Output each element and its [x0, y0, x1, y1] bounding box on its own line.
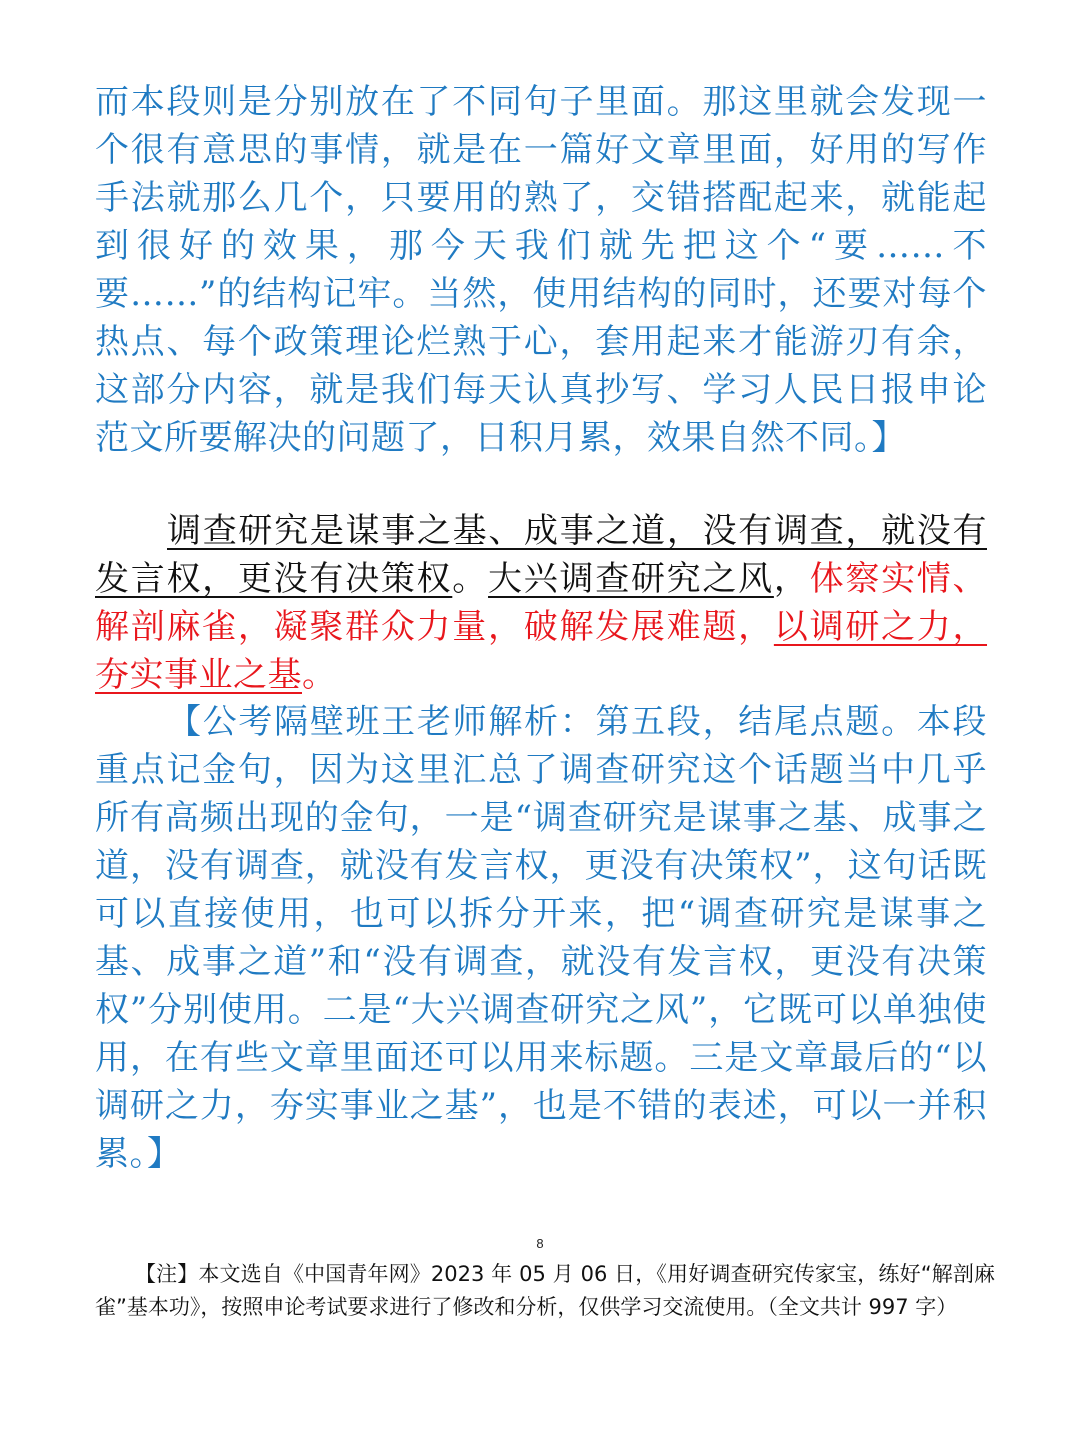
highlighted-phrase-red-underlined: 以调研之力，夯实事业之基 [95, 607, 988, 695]
key-sentence-underlined: 调查研究是谋事之基、成事之道，没有调查，就没有发言权，更没有决策权 [95, 511, 987, 599]
punctuation: ， [773, 559, 810, 599]
article-paragraph-conclusion [95, 507, 987, 699]
analysis-paragraph-teacher: 【公考隔壁班王老师解析：第五段，结尾点题。本段重点记金句，因为这里汇总了调查研究这个话题当中几乎所有高频出现的金句，一是“调查研究是谋事之基、成事之道，没有调查，就没有发言权，更没有决策权”，这句话既可以直接使用，也可以拆分开来，把“调查研究是谋事之基、成事之道”和“没有调查，就没有发言权，更没有决策权”分别使用。二是“大兴调查研究之风”，它既可以单独使用，在有些文章里面还可以用来标题。三是文章最后的“以调研之力，夯实事业之基”，也是不错的表述，可以一并积累。】 [95, 702, 987, 1174]
page-number: 8 [536, 1236, 544, 1251]
punctuation: 。 [452, 559, 489, 599]
key-phrase-underlined: 大兴调查研究之风 [488, 559, 774, 599]
source-footnote: 【注】本文选自《中国青年网》2023 年 05 月 06 日，《用好调查研究传家宝，练好“解剖麻雀”基本功》，按照申论考试要求进行了修改和分析，仅供学习交流使用。（全文共计 997 字） [95, 1262, 995, 1319]
analysis-paragraph-continued: 而本段则是分别放在了不同句子里面。那这里就会发现一个很有意思的事情，就是在一篇好文章里面，好用的写作手法就那么几个，只要用的熟了，交错搭配起来，就能起到很好的效果，那今天我们就先把这个“要……不要……”的结构记牢。当然，使用结构的同时，还要对每个热点、每个政策理论烂熟于心，套用起来才能游刃有余，这部分内容，就是我们每天认真抄写、学习人民日报申论范文所要解决的问题了，日积月累，效果自然不同。】 [95, 82, 987, 458]
punctuation: 。 [302, 655, 337, 695]
highlighted-phrase-red: 体察实情、解剖麻雀，凝聚群众力量，破解发展难题， [95, 559, 988, 647]
